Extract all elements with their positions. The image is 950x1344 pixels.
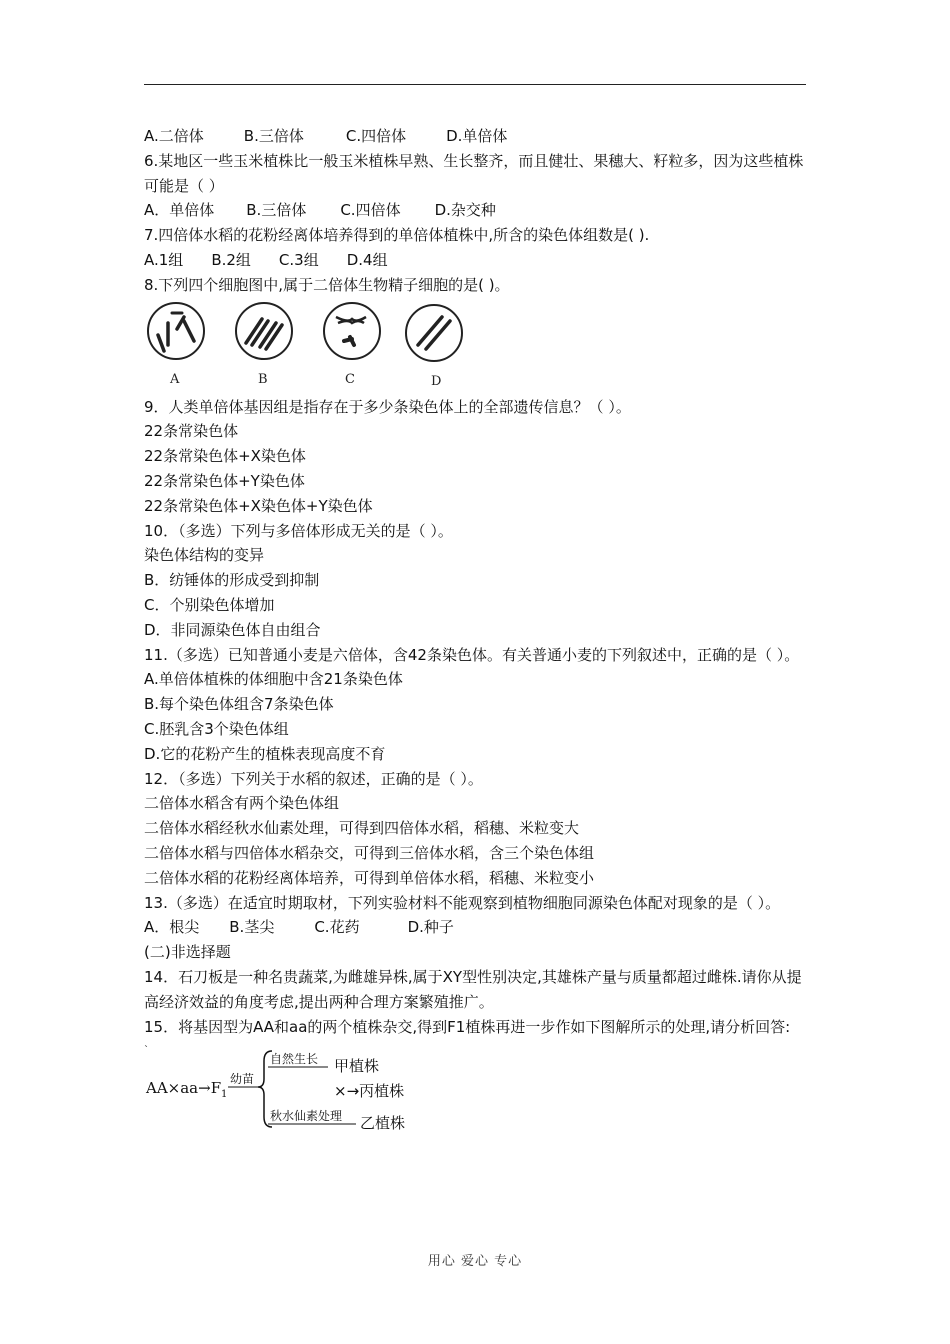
- q8-stem: 8.下列四个细胞图中,属于二倍体生物精子细胞的是( )。: [144, 275, 510, 294]
- q13-options: [144, 915, 809, 940]
- worksheet-body: [144, 124, 809, 1145]
- diagram-cross-subscript: 1: [221, 1089, 228, 1101]
- q13-stem: 13.（多选）在适宜时期取材，下列实验材料不能观察到植物细胞同源染色体配对现象的是（ ）。: [144, 893, 781, 912]
- q15-cross-diagram: ˋ AA×aa→F 1 幼苗 自然生长 甲植株 ×→丙植株 秋水仙素处理 乙植株: [144, 1039, 809, 1145]
- diagram-natural-growth: 自然生长: [270, 1052, 319, 1067]
- q5-options: [144, 124, 809, 149]
- q12-option-2: 二倍体水稻经秋水仙素处理，可得到四倍体水稻，稻穗、米粒变大: [144, 819, 580, 838]
- page-footer: 用心 爱心 专心: [427, 1254, 523, 1269]
- q11-option-a: A.单倍体植株的体细胞中含21条染色体: [144, 670, 403, 689]
- q5-option-b: B.三倍体: [243, 127, 304, 145]
- diagram-plant-yi: 乙植株: [360, 1114, 406, 1133]
- diagram-seedling: 幼苗: [230, 1072, 255, 1087]
- q5-option-d: D.单倍体: [446, 127, 508, 145]
- q10-option-1: 染色体结构的变异: [144, 546, 265, 565]
- q9-option-2: 22条常染色体+X染色体: [144, 447, 306, 466]
- cell-a-figure: [144, 301, 208, 365]
- cell-a-label: A: [170, 371, 180, 387]
- q6-option-d: D.杂交种: [434, 201, 496, 220]
- q9-stem: 9．人类单倍体基因组是指存在于多少条染色体上的全部遗传信息？（ ）。: [144, 397, 631, 416]
- q8-cell-figures: [144, 301, 809, 389]
- q11-option-b: B.每个染色体组含7条染色体: [144, 695, 334, 714]
- q11-stem: 11.（多选）已知普通小麦是六倍体，含42条染色体。有关普通小麦的下列叙述中，正确的是（ ）。: [144, 645, 800, 664]
- cell-d-label: D: [431, 373, 442, 389]
- q9-option-3: 22条常染色体+Y染色体: [144, 471, 305, 490]
- q5-option-c: C.四倍体: [345, 127, 407, 145]
- q11-option-d: D.它的花粉产生的植株表现高度不育: [144, 744, 386, 763]
- q12-option-1: 二倍体水稻含有两个染色体组: [144, 794, 340, 813]
- q7-option-b: B.2组: [211, 250, 251, 269]
- q9-option-4: 22条常染色体+X染色体+Y染色体: [144, 496, 373, 515]
- q7-options: [144, 248, 809, 273]
- q13-option-d: D.种子: [407, 918, 454, 937]
- q9-option-1: 22条常染色体: [144, 422, 239, 441]
- q10-option-3: C．个别染色体增加: [144, 595, 275, 614]
- q10-stem: 10．（多选）下列与多倍体形成无关的是（ ）。: [144, 521, 453, 540]
- cell-c-label: C: [345, 371, 355, 387]
- cell-d-figure: [402, 301, 466, 365]
- q7-option-d: D.4组: [346, 250, 388, 269]
- q6-option-a: A．单倍体: [144, 201, 215, 220]
- q7-stem: 7.四倍体水稻的花粉经离体培养得到的单倍体植株中,所含的染色体组数是( ).: [144, 226, 650, 245]
- q6-option-c: C.四倍体: [340, 201, 401, 220]
- q12-option-3: 二倍体水稻与四倍体水稻杂交，可得到三倍体水稻，含三个染色体组: [144, 843, 595, 862]
- q14-stem: 14．石刀板是一种名贵蔬菜,为雌雄异株,属于XY型性别决定,其雄株产量与质量都超过雌株.请你从提高经济效益的角度考虑,提出两种合理方案繁殖推广。: [144, 967, 802, 1011]
- cell-b-label: B: [258, 371, 268, 387]
- q12-stem: 12．（多选）下列关于水稻的叙述，正确的是（ ）。: [144, 769, 483, 788]
- diagram-cross: AA×aa→F: [146, 1079, 222, 1098]
- q13-option-c: C.花药: [314, 918, 360, 937]
- q6-option-b: B.三倍体: [246, 201, 307, 220]
- q15-diagram-svg: [144, 1039, 444, 1139]
- q10-option-4: D．非同源染色体自由组合: [144, 620, 321, 639]
- q6-stem: 6.某地区一些玉米植株比一般玉米植株早熟、生长整齐，而且健壮、果穗大、籽粒多，因为这些植株可能是（ ）: [144, 151, 804, 195]
- q6-options: [144, 198, 809, 223]
- diagram-colchicine: 秋水仙素处理: [270, 1109, 343, 1124]
- q7-option-c: C.3组: [278, 250, 319, 269]
- q13-option-a: A．根尖: [144, 918, 200, 937]
- diagram-plant-bing: ×→丙植株: [334, 1082, 405, 1101]
- header-rule: [144, 84, 806, 85]
- diagram-plant-jia: 甲植株: [334, 1057, 380, 1076]
- q13-option-b: B.茎尖: [229, 918, 275, 937]
- q15-stem: 15．将基因型为AA和aa的两个植株杂交,得到F1植株再进一步作如下图解所示的处理,请分析回答:: [144, 1017, 791, 1036]
- q7-option-a: A.1组: [144, 250, 184, 269]
- section-heading-nonchoice: (二)非选择题: [144, 943, 231, 962]
- q11-option-c: C.胚乳含3个染色体组: [144, 719, 289, 738]
- q12-option-4: 二倍体水稻的花粉经离体培养，可得到单倍体水稻，稻穗、米粒变小: [144, 868, 595, 887]
- cell-c-figure: [320, 301, 384, 365]
- q5-option-a: A.二倍体: [144, 127, 204, 145]
- cell-b-figure: [232, 301, 296, 365]
- q10-option-2: B．纺锤体的形成受到抑制: [144, 571, 320, 590]
